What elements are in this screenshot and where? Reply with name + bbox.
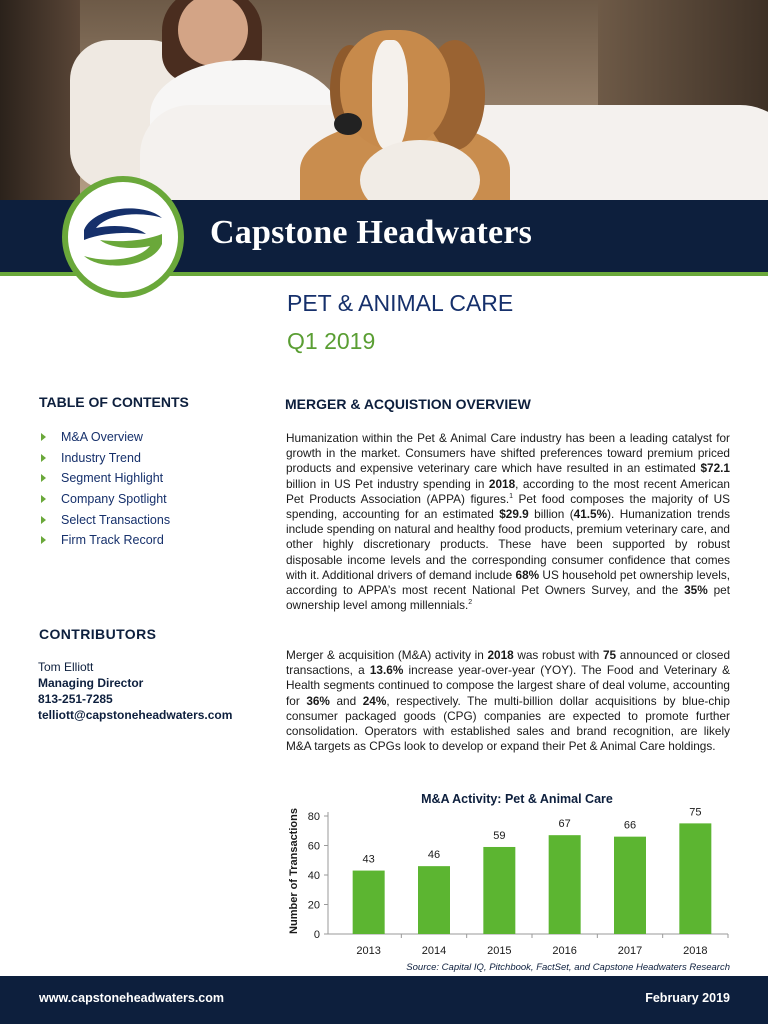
capstone-logo [62, 176, 184, 298]
x-tick-label-2017: 2017 [617, 945, 643, 957]
x-tick-label-2013: 2013 [356, 945, 381, 957]
data-label-2017: 66 [623, 819, 637, 832]
chart-source: Source: Capital IQ, Pitchbook, FactSet, and Capstone Headwaters Research [406, 962, 730, 973]
bar-2017 [614, 837, 646, 934]
y-tick-label: 0 [313, 929, 320, 941]
toc-heading: TABLE OF CONTENTS [39, 394, 189, 410]
bar-2018 [679, 823, 711, 934]
contributor-phone: 813-251-7285 [38, 692, 113, 706]
chart-plot [282, 786, 734, 976]
contributor-title: Managing Director [38, 676, 144, 690]
contributors-heading: CONTRIBUTORS [39, 626, 157, 642]
triangle-bullet-icon [41, 474, 46, 482]
footer-website-link[interactable]: www.capstoneheadwaters.com [39, 991, 225, 1005]
toc-item-firm-track-record[interactable]: Firm Track Record [40, 530, 170, 551]
report-sector-title: PET & ANIMAL CARE [287, 290, 514, 316]
footer-date: February 2019 [645, 991, 730, 1005]
triangle-bullet-icon [41, 536, 46, 544]
toc-item-industry-trend[interactable]: Industry Trend [40, 448, 170, 469]
y-axis-label: Number of Transactions [288, 808, 300, 934]
data-label-2014: 46 [427, 849, 441, 862]
ma-overview-heading: MERGER & ACQUISTION OVERVIEW [285, 396, 531, 412]
triangle-bullet-icon [41, 495, 46, 503]
overview-paragraph-1: Humanization within the Pet & Animal Care industry has been a leading catalyst for growth in the market. Consumers have shifted preferences toward premium priced products and expensive veterinary care which have resulted in an estimated $72.1 billion in US Pet industry spending in 2018, according to the most recent American Pet Products Association (APPA) figures.$^1$ Pet food composes the majority of US spending, accounting for an estimated $29.9 billion (41.5%). Humanization trends include spending on natural and healthy food products, premium veterinary care, and other highly discretionary products. These have been supported by robust disposable income levels and the corresponding consumer confidence that comes with it. Additional drivers of demand include 68% US household pet ownership levels, according to APPA’s most recent National Pet Owners Survey, and the 35% pet ownership level among millennials.$^2$ [286, 431, 731, 613]
data-label-2018: 75 [689, 806, 702, 819]
bar-2015 [483, 847, 515, 934]
toc-item-company-spotlight[interactable]: Company Spotlight [40, 489, 170, 510]
x-tick-label-2018: 2018 [683, 945, 708, 957]
bar-2014 [418, 866, 450, 934]
x-tick-label-2016: 2016 [552, 945, 577, 957]
toc-item-ma-overview[interactable]: M&A Overview [40, 427, 170, 448]
y-tick-label: 20 [307, 899, 320, 912]
bar-2016 [549, 835, 581, 934]
triangle-bullet-icon [41, 454, 46, 462]
y-tick-label: 60 [307, 840, 320, 853]
triangle-bullet-icon [41, 516, 46, 524]
y-tick-label: 40 [307, 870, 320, 882]
x-tick-label-2015: 2015 [487, 945, 512, 957]
bar-2013 [353, 871, 385, 934]
contributor-email[interactable]: telliott@capstoneheadwaters.com [38, 708, 233, 722]
contributor-name: Tom Elliott [38, 660, 94, 674]
report-quarter: Q1 2019 [287, 328, 376, 354]
toc-item-segment-highlight[interactable]: Segment Highlight [40, 468, 170, 489]
data-label-2013: 43 [362, 853, 375, 866]
toc-list [40, 427, 170, 551]
contributor-card [38, 659, 232, 723]
brand-title: Capstone Headwaters [210, 214, 533, 251]
overview-paragraph-2: Merger & acquisition (M&A) activity in 2018 was robust with 75 announced or closed transactions, a 13.6% increase year-over-year (YOY). The Food and Veterinary & Health segments continued to compose the largest share of deal volume, accounting for 36% and 24%, respectively. The multi-billion dollar acquisitions by blue-chip consumer packaged goods (CPG) companies are expected to promote further consolidation. Operators with established sales and brand recognition, are likely M&A targets as CPGs look to develop or expand their Pet & Animal Care holdings. [286, 648, 731, 754]
ma-activity-chart [282, 786, 734, 976]
x-tick-label-2014: 2014 [421, 945, 447, 957]
y-tick-label: 80 [307, 811, 320, 823]
data-label-2015: 59 [493, 829, 506, 842]
hero-photo [0, 0, 768, 200]
chart-title: M&A Activity: Pet & Animal Care [421, 792, 613, 806]
toc-item-select-transactions[interactable]: Select Transactions [40, 509, 170, 530]
data-label-2016: 67 [558, 818, 571, 831]
triangle-bullet-icon [41, 433, 46, 441]
